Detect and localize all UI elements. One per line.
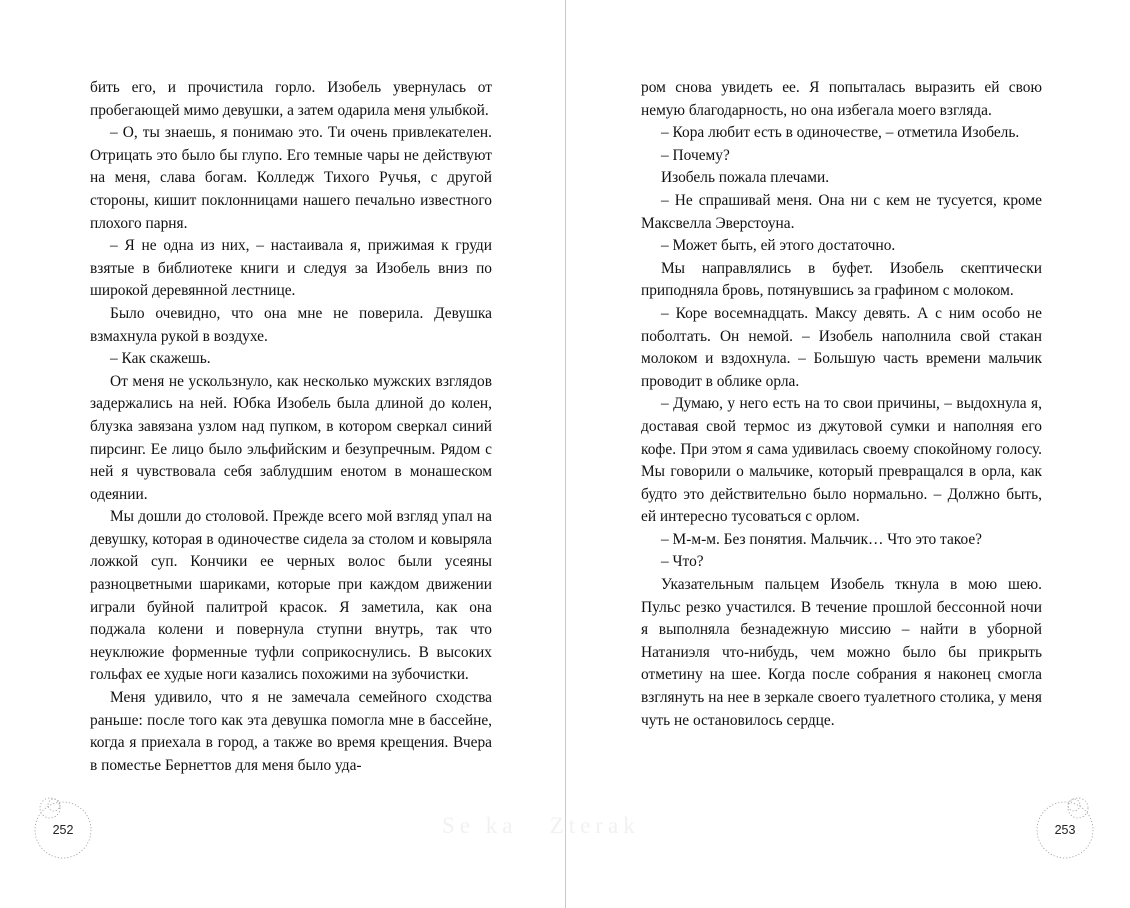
- paragraph: – Почему?: [661, 146, 730, 164]
- page-number: 252: [52, 823, 74, 837]
- watermark: Se ka Zterak: [442, 813, 640, 838]
- paragraph: – Как скажешь.: [110, 350, 211, 368]
- paragraph: Было очевидно, что она мне не поверила. Девушка взмахнула рукой в воздухе.: [90, 304, 492, 345]
- paragraph: От меня не ускользнуло, как несколько мужских взглядов задержались на ней. Юбка Изобель была длиной до колен, блузка завязана узлом над пупком, в котором сверкал синий пирсинг. Ее лицо было эльфийским и безупречным. Рядом с ней я чувствовала себя заблудшим енотом в монашеском одеянии.: [90, 372, 492, 503]
- paragraph: Указательным пальцем Изобель ткнула в мою шею. Пульс резко участился. В течение прошлой бессонной ночи я выполняла безнадежную миссию – найти в уборной Натаниэля что-нибудь, чем можно было бы прикрыть отметину на шее. Когда после собрания я наконец смогла взглянуть на нее в зеркале своего туалетного столика, у меня чуть не остановилось сердце.: [641, 576, 1042, 729]
- paragraph: – Не спрашивай меня. Она ни с кем не тусуется, кроме Максвелла Эверстоуна.: [641, 191, 1042, 232]
- paragraph: Изобель пожала плечами.: [661, 169, 830, 187]
- paragraph: Меня удивило, что я не замечала семейного сходства раньше: после того как эта девушка помогла мне в бассейне, когда я приехала в город, а также во время крещения. Вчера в поместье Бернеттов для меня было уда-: [90, 689, 492, 774]
- paragraph: Мы дошли до столовой. Прежде всего мой взгляд упал на девушку, которая в одиночестве сидела за столом и ковыряла ложкой суп. Кончики ее черных волос были усеяны разноцветными шариками, которые при каждом движении играли буйной палитрой красок. Я заметила, как она поджала колени и повернула ступни внутрь, так что неуклюжие форменные туфли соприкоснулись. В высоких гольфах ее худые ноги казались похожими на зубочистки.: [90, 508, 492, 684]
- paragraph: Мы направлялись в буфет. Изобель скептически приподняла бровь, потянувшись за графином с молоком.: [641, 259, 1042, 300]
- page-number: 253: [1054, 823, 1076, 837]
- paragraph: – Коре восемнадцать. Максу девять. А с ним особо не поболтать. Он немой. – Изобель наполнила свой стакан молоком и вздохнула. – Большую часть времени мальчик проводит в облике орла.: [641, 304, 1042, 390]
- paragraph: – Я не одна из них, – настаивала я, прижимая к груди взятые в библиотеке книги и следуя за Изобель вниз по широкой деревянной лестнице.: [90, 237, 492, 300]
- left-page-folio: [28, 795, 98, 865]
- page-gutter: [565, 0, 566, 908]
- paragraph: бить его, и прочистила горло. Изобель увернулась от пробегающей мимо девушки, а затем одарила меня улыбкой.: [90, 79, 492, 119]
- right-page-text: [641, 77, 1042, 732]
- paragraph: – О, ты знаешь, я понимаю это. Ти очень привлекателен. Отрицать это было бы глупо. Его темные чары не действуют на меня, слава богам. Колледж Тихого Ручья, с другой стороны, кишит поклонницами нашего печально известного плохого парня.: [90, 124, 492, 232]
- paragraph: – Что?: [661, 553, 704, 571]
- paragraph: – М-м-м. Без понятия. Мальчик… Что это такое?: [661, 530, 983, 548]
- left-page-text: [90, 77, 492, 777]
- paragraph: – Может быть, ей этого достаточно.: [661, 237, 896, 255]
- paragraph: ром снова увидеть ее. Я попыталась выразить ей свою немую благодарность, но она избегала моего взгляда.: [641, 79, 1042, 119]
- right-page-folio: [1030, 795, 1100, 865]
- paragraph: – Думаю, у него есть на то свои причины, – выдохнула я, доставая свой термос из джутовой сумки и наполняя его кофе. При этом я сама удивилась своему спокойному голосу. Мы говорили о мальчике, который превращался в орла, как будто это действительно было нормально. – Должно быть, ей интересно тусоваться с орлом.: [641, 395, 1042, 526]
- paragraph: – Кора любит есть в одиночестве, – отметила Изобель.: [661, 124, 1020, 142]
